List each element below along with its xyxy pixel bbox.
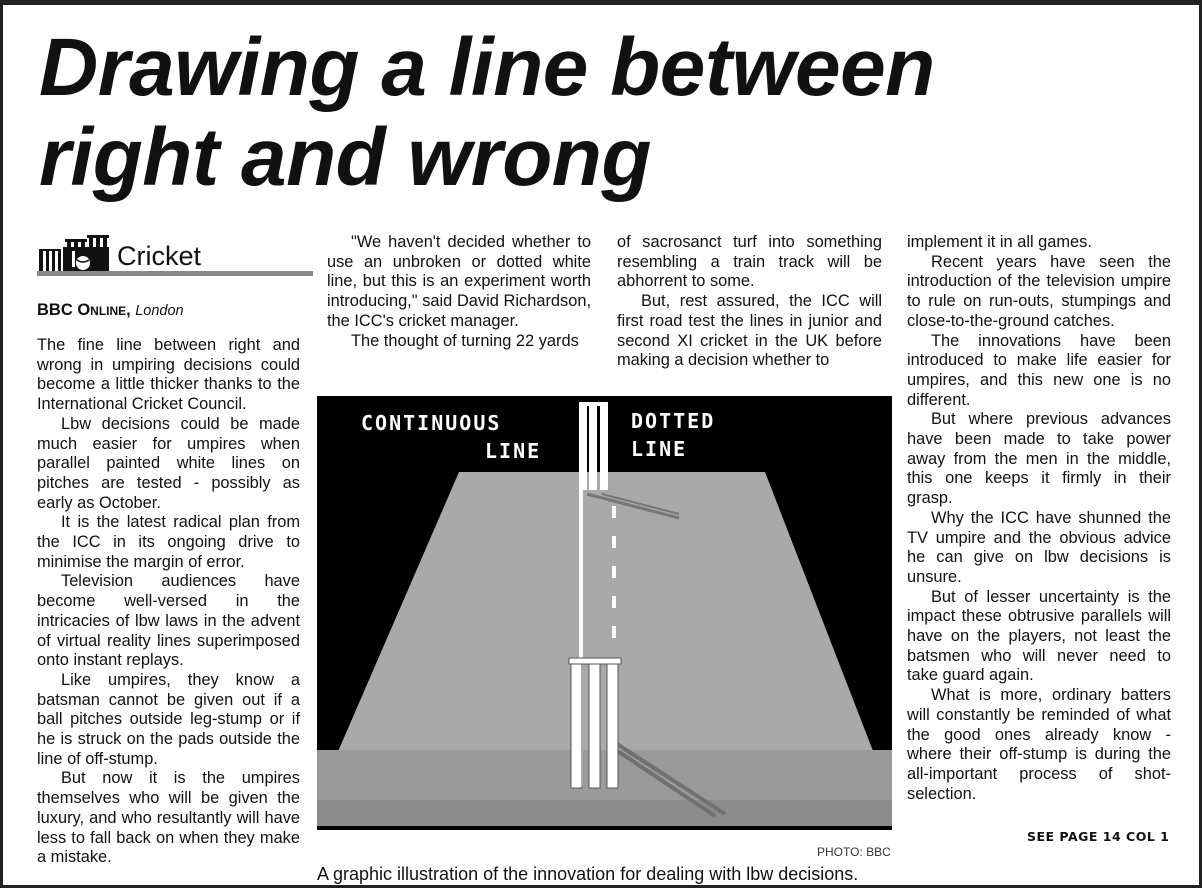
cricket-stumps-icon bbox=[37, 233, 113, 273]
paragraph: "We haven't decided whether to use an unbroken or dotted white line, but this is an experiment worth introducing," said David Richardson, the ICC's cricket manager. bbox=[327, 233, 591, 330]
headline-line-1: Drawing a line between bbox=[39, 22, 935, 113]
pitch-lines-graphic bbox=[317, 396, 892, 830]
paragraph: implement it in all games. bbox=[907, 233, 1092, 251]
headline bbox=[39, 23, 1179, 203]
article-column-2 bbox=[327, 233, 591, 351]
byline bbox=[37, 300, 184, 321]
paragraph: But now it is the umpires themselves who will be given the luxury, and who resultantly will have less to fall back on when they make a mistake. bbox=[37, 769, 300, 867]
paragraph: What is more, ordinary batters will constantly be reminded of what the good ones already know - where their off-stump is during the all-important process of shot-selection. bbox=[907, 686, 1171, 803]
section-label: Cricket bbox=[117, 241, 202, 271]
label-dotted: DOTTED bbox=[631, 409, 716, 433]
paragraph: It is the latest radical plan from the ICC in its ongoing drive to minimise the margin of error. bbox=[37, 513, 300, 571]
paragraph: But where previous advances have been made to take power away from the men in the middle, this one keeps it firmly in their grasp. bbox=[907, 410, 1171, 508]
paragraph: But, rest assured, the ICC will first road test the lines in junior and second XI cricket in the UK before making a decision whether to bbox=[617, 292, 882, 370]
paragraph: The fine line between right and wrong in umpiring decisions could become a little thicker thanks to the International Cricket Council. bbox=[37, 336, 300, 414]
article-column-1 bbox=[37, 336, 300, 868]
label-continuous: CONTINUOUS bbox=[361, 411, 502, 435]
paragraph: Television audiences have become well-versed in the intricacies of lbw laws in the advent of virtual reality lines superimposed onto instant replays. bbox=[37, 572, 300, 670]
continuation-note: SEE PAGE 14 COL 1 bbox=[1027, 829, 1170, 844]
byline-location: London bbox=[135, 303, 184, 319]
article-column-4 bbox=[907, 233, 1171, 804]
label-continuous-line: LINE bbox=[485, 439, 542, 463]
paragraph: of sacrosanct turf into something resembling a train track will be abhorrent to some. bbox=[617, 233, 882, 291]
paragraph: Like umpires, they know a batsman cannot be given out if a ball pitches outside leg-stump or if he is struck on the pads outside the line of off-stump. bbox=[37, 670, 300, 768]
paragraph: Why the ICC have shunned the TV umpire and the obvious advice he can give on lbw decisions is unsure. bbox=[907, 508, 1171, 586]
paragraph: But of lesser uncertainty is the impact these obtrusive parallels will have on the players, not least the batsmen who will never need to take guard again. bbox=[907, 587, 1171, 685]
graphic-caption: A graphic illustration of the innovation for dealing with lbw decisions. bbox=[317, 864, 859, 884]
photo-credit: PHOTO: BBC bbox=[817, 845, 891, 859]
headline-line-2: right and wrong bbox=[39, 112, 651, 203]
paragraph: The thought of turning 22 yards bbox=[351, 331, 579, 350]
paragraph: Recent years have seen the introduction of the television umpire to rule on run-outs, stumpings and close-to-the-ground catches. bbox=[907, 252, 1171, 330]
label-dotted-line: LINE bbox=[631, 437, 688, 461]
byline-source: BBC Online, bbox=[37, 301, 131, 319]
section-rule bbox=[37, 271, 313, 276]
section-header bbox=[37, 233, 313, 275]
paragraph: The innovations have been introduced to make life easier for umpires, and this new one is no different. bbox=[907, 331, 1171, 409]
article-column-3 bbox=[617, 233, 882, 371]
paragraph: Lbw decisions could be made much easier for umpires when parallel painted white lines on pitches are tested - possibly as early as October. bbox=[37, 414, 300, 512]
